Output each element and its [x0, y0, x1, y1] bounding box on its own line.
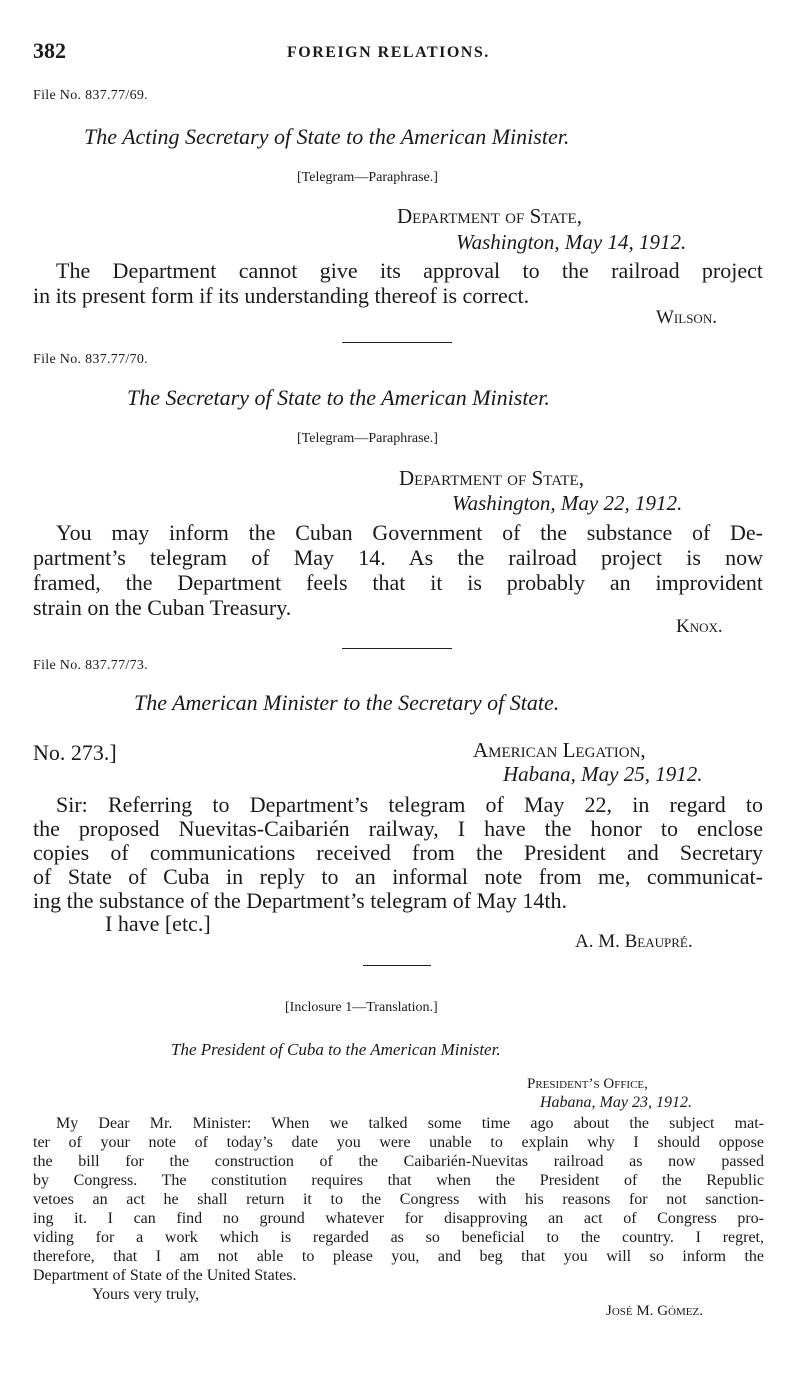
place: Department of State,: [399, 466, 584, 490]
body-line: of State of Cuba in reply to an informal note from me, communicat-: [33, 864, 763, 889]
signature: Knox.: [676, 616, 723, 637]
dateline: Washington, May 22, 1912.: [452, 491, 683, 515]
document-type: [Telegram—Paraphrase.]: [297, 431, 438, 446]
body-line: framed, the Department feels that it is probably an improvident: [33, 570, 763, 595]
inclosure-label: [Inclosure 1—Translation.]: [285, 1000, 438, 1015]
body-line: viding for a work which is regarded as so beneficial to the country. I regret,: [33, 1229, 764, 1246]
file-number: File No. 837.77/69.: [33, 88, 148, 103]
page-number: 382: [33, 38, 66, 63]
body-line: strain on the Cuban Treasury.: [33, 595, 292, 620]
body-line: therefore, that I am not able to please you, and beg that you will so inform the: [33, 1248, 764, 1265]
running-title: FOREIGN RELATIONS.: [287, 44, 490, 61]
body-line: The Department cannot give its approval to the railroad project: [56, 258, 763, 283]
body-line: by Congress. The constitution requires that when the President of the Republic: [33, 1172, 764, 1189]
body-line: the bill for the construction of the Caibarién-Nuevitas railroad as now passed: [33, 1153, 764, 1170]
signature: Wilson.: [656, 307, 717, 328]
body-line: the proposed Nuevitas-Caibarién railway, I have the honor to enclose: [33, 816, 763, 841]
body-line: You may inform the Cuban Government of the substance of De-: [56, 520, 763, 545]
file-number: File No. 837.77/70.: [33, 352, 148, 367]
document-title: The American Minister to the Secretary of State.: [134, 690, 560, 715]
place: Department of State,: [397, 204, 582, 228]
signature: A. M. Beaupré.: [575, 931, 693, 952]
document-type: [Telegram—Paraphrase.]: [297, 170, 438, 185]
body-line: My Dear Mr. Minister: When we talked some time ago about the subject mat-: [56, 1115, 764, 1132]
body-line: partment’s telegram of May 14. As the railroad project is now: [33, 545, 763, 570]
place: President’s Office,: [527, 1076, 648, 1092]
divider: [342, 648, 452, 649]
dispatch-number: No. 273.]: [33, 740, 117, 765]
body-line: Department of State of the United States.: [33, 1267, 297, 1284]
dateline: Washington, May 14, 1912.: [456, 230, 687, 254]
document-title: The Secretary of State to the American Minister.: [127, 385, 550, 410]
body-line: in its present form if its understanding thereof is correct.: [33, 283, 530, 308]
body-line: ing it. I can find no ground whatever for disapproving an act of Congress pro-: [33, 1210, 764, 1227]
divider: [342, 342, 452, 343]
document-title: The President of Cuba to the American Minister.: [171, 1040, 501, 1059]
closing: I have [etc.]: [105, 911, 211, 936]
dateline: Habana, May 23, 1912.: [540, 1094, 692, 1111]
file-number: File No. 837.77/73.: [33, 658, 148, 673]
body-line: Sir: Referring to Department’s telegram of May 22, in regard to: [56, 792, 763, 817]
divider: [363, 965, 431, 966]
body-line: vetoes an act he shall return it to the Congress with his reasons for not sanction-: [33, 1191, 764, 1208]
document-title: The Acting Secretary of State to the American Minister.: [84, 124, 570, 149]
body-line: ter of your note of today’s date you were unable to explain why I should oppose: [33, 1134, 764, 1151]
body-line: ing the substance of the Department’s telegram of May 14th.: [33, 888, 567, 913]
signature: José M. Gómez.: [606, 1303, 703, 1319]
dateline: Habana, May 25, 1912.: [503, 762, 703, 786]
body-line: copies of communications received from the President and Secretary: [33, 840, 763, 865]
place: American Legation,: [473, 738, 646, 762]
closing: Yours very truly,: [92, 1286, 200, 1303]
